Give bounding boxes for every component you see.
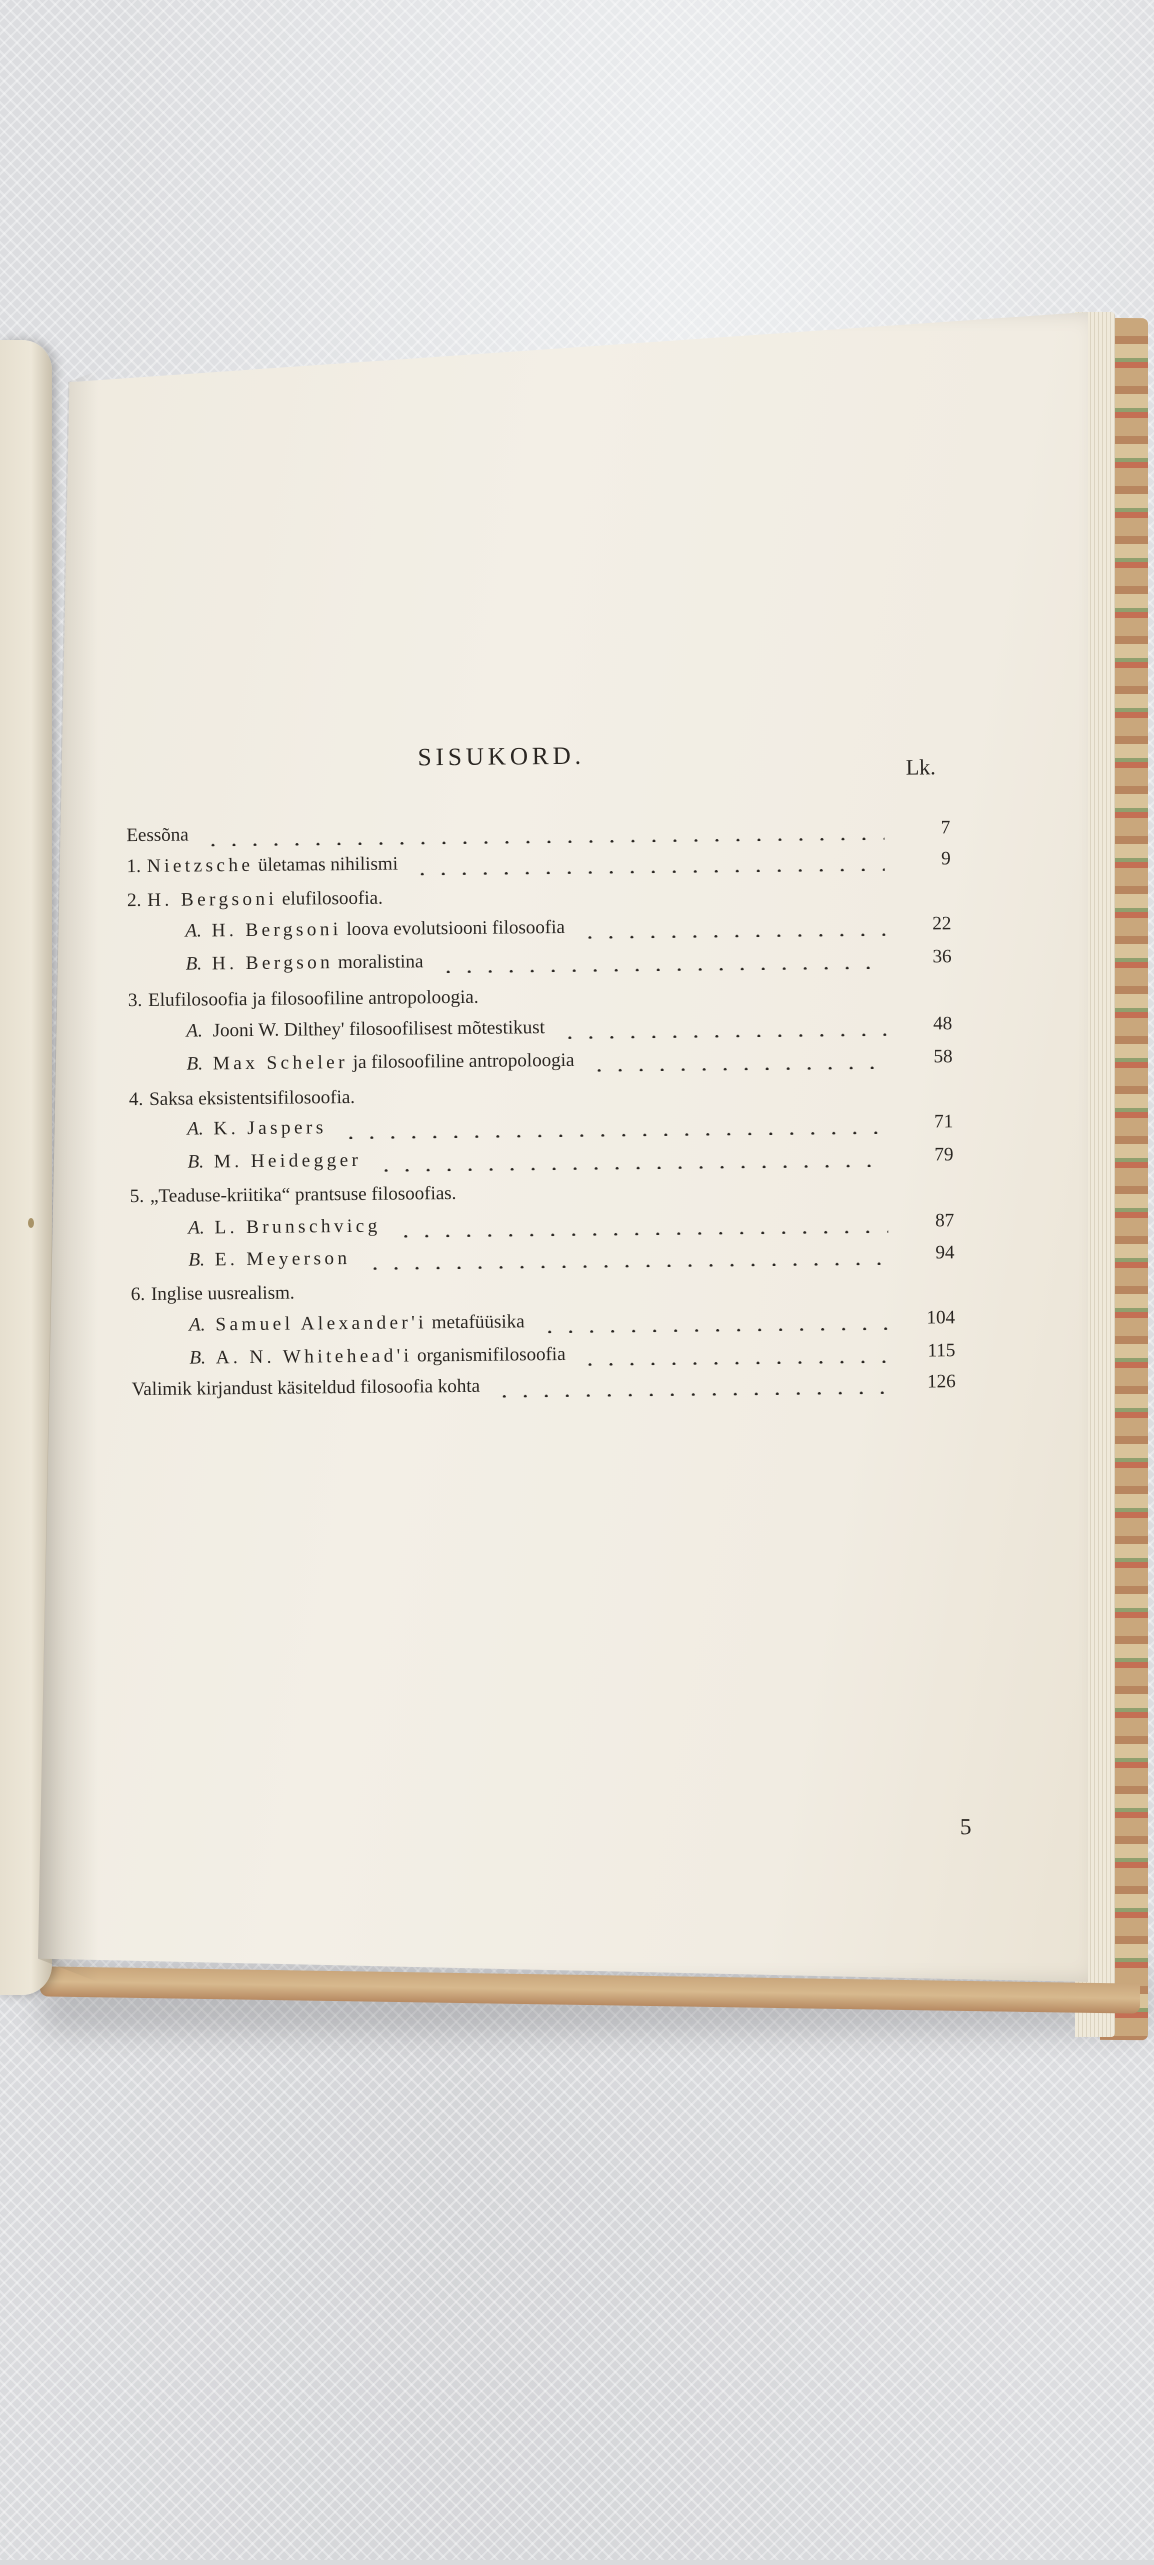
toc-leader-dots	[202, 822, 884, 847]
toc-entry	[0, 980, 1154, 1017]
toc-entry-page: 58	[933, 1046, 953, 1068]
toc-entry-author: H. Bergsoni	[147, 888, 278, 911]
toc-entry-author: L. Brunschvicg	[214, 1215, 381, 1239]
toc-entry-label	[127, 854, 398, 879]
toc-entry	[2, 1176, 1154, 1213]
toc-entry	[0, 815, 1153, 852]
toc-entry-author: H. Bergson	[211, 952, 334, 975]
toc-entry-sub-letter: B.	[185, 953, 203, 975]
toc-entry-sub-letter: B.	[187, 1151, 204, 1173]
toc-entry-title: Jooni W. Dilthey' filosoofilisest mõtestikust	[212, 1017, 545, 1042]
toc-entry-title: ja filosoofiline antropoloogia	[352, 1049, 575, 1073]
toc-entry	[0, 1011, 1154, 1048]
toc-entry-page: 115	[927, 1340, 956, 1362]
toc-leader-dots	[364, 1247, 888, 1270]
toc-entry	[0, 944, 1154, 981]
toc-entry-label	[186, 1017, 545, 1042]
toc-entry-label	[129, 1087, 355, 1111]
toc-entry-label	[131, 1283, 295, 1307]
toc-entry-label	[189, 1311, 525, 1336]
toc-entry-label	[128, 987, 479, 1012]
toc-leader-dots	[412, 853, 885, 876]
toc-entry-number: 4.	[128, 1089, 144, 1111]
toc-entry-author: Nietzsche	[146, 854, 254, 877]
toc-entry-label	[187, 1150, 361, 1174]
toc-entry-label	[126, 825, 188, 848]
toc-entry-label	[132, 1376, 480, 1401]
toc-entry	[0, 846, 1153, 883]
toc-leader-dots	[340, 1116, 887, 1139]
toc-entry-page: 9	[941, 848, 951, 870]
toc-entry-sub-letter: A.	[188, 1217, 205, 1239]
toc-title: SISUKORD.	[417, 742, 586, 772]
toc-leader-dots	[539, 1312, 889, 1333]
toc-entry-author: H. Bergsoni	[211, 919, 342, 942]
toc-entry-label	[187, 1117, 327, 1140]
toc-entry-title: elufilosoofia.	[281, 887, 383, 910]
toc-leader-dots	[559, 1018, 886, 1039]
toc-entry-title: moralistina	[337, 951, 424, 974]
toc-entry-label	[186, 1050, 574, 1076]
toc-entry-sub-letter: B.	[186, 1053, 204, 1075]
toc-entry-sub-letter: B.	[189, 1347, 206, 1369]
toc-entry-number: 6.	[130, 1283, 146, 1306]
toc-entry-author: E. Meyerson	[214, 1248, 351, 1271]
toc-entry-label	[130, 1183, 457, 1208]
toc-leader-dots	[494, 1376, 890, 1398]
toc-entry	[4, 1369, 1154, 1406]
toc-entry-label	[186, 951, 424, 975]
toc-entry	[2, 1208, 1154, 1245]
toc-entry-title: Eessõna	[126, 824, 189, 847]
toc-entry-page: 126	[927, 1371, 956, 1393]
toc-entry	[3, 1274, 1154, 1311]
toc-entry-title: Valimik kirjandust käsiteldud filosoofia kohta	[131, 1375, 481, 1401]
toc-entry-label	[127, 888, 383, 912]
toc-entry-sub-letter: B.	[188, 1249, 205, 1271]
page-number: 5	[959, 1814, 972, 1840]
toc-entry-title: Inglise uusrealism.	[150, 1282, 295, 1305]
toc-leader-dots	[375, 1149, 887, 1172]
toc-entry	[0, 880, 1153, 917]
toc-entry-title: metafüüsika	[431, 1311, 525, 1334]
toc-entry	[3, 1305, 1154, 1342]
toc-entry-number: 3.	[127, 990, 143, 1012]
toc-entry-page: 48	[933, 1013, 953, 1035]
toc-entry-page: 22	[932, 913, 952, 935]
toc-entry-page: 104	[926, 1307, 956, 1329]
toc-entry-title: „Teaduse-kriitika“ prantsuse filosoofias.	[150, 1183, 457, 1207]
toc-entry-page: 94	[935, 1242, 955, 1264]
toc-entry-label	[189, 1344, 565, 1370]
toc-entry-number: 1.	[126, 856, 142, 878]
toc-leader-dots	[579, 918, 885, 939]
toc-entry-label	[188, 1248, 350, 1272]
toc-entry-page: 71	[934, 1111, 954, 1133]
toc-entry-label	[185, 917, 565, 943]
toc-entry	[0, 911, 1153, 948]
toc-entry-sub-letter: A.	[189, 1314, 206, 1336]
toc-entry-author: Samuel Alexander'i	[215, 1312, 428, 1336]
toc-entry-sub-letter: A.	[187, 1118, 204, 1140]
toc-entry-title: loova evolutsiooni filosoofia	[346, 916, 565, 941]
toc-leader-dots	[589, 1051, 887, 1072]
toc-entry-page: 87	[935, 1210, 955, 1232]
toc-entry-author: K. Jaspers	[213, 1117, 327, 1140]
toc-entry-page: 79	[934, 1144, 954, 1166]
toc-entry-author: A. N. Whitehead'i	[215, 1345, 413, 1369]
toc-entry-label	[188, 1216, 381, 1240]
page-column-header: Lk.	[905, 754, 936, 780]
toc-entry	[2, 1240, 1154, 1277]
toc-leader-dots	[395, 1215, 888, 1238]
toc-entry-number: 2.	[126, 890, 142, 912]
toc-entry-page: 7	[940, 817, 951, 839]
toc-entry-number: 5.	[129, 1186, 145, 1208]
toc-entry-title: ületamas nihilismi	[257, 853, 399, 876]
toc-entry-title: Saksa eksistentsifilosoofia.	[149, 1086, 356, 1110]
toc-entry-sub-letter: A.	[186, 1020, 203, 1042]
toc-leader-dots	[438, 951, 886, 973]
toc-entry	[1, 1044, 1154, 1081]
toc-entry-sub-letter: A.	[185, 920, 202, 942]
toc-entry-title: organismifilosoofia	[417, 1343, 566, 1367]
toc-leader-dots	[579, 1345, 889, 1366]
toc-entry-author: M. Heidegger	[213, 1149, 362, 1173]
toc-entry	[1, 1142, 1154, 1179]
toc-entry	[3, 1338, 1154, 1375]
toc-entry-title: Elufilosoofia ja filosoofiline antropoloogia.	[148, 986, 479, 1011]
toc-entry-author: Max Scheler	[212, 1052, 349, 1075]
toc-entry-page: 36	[932, 946, 952, 968]
toc-entry	[1, 1109, 1154, 1146]
